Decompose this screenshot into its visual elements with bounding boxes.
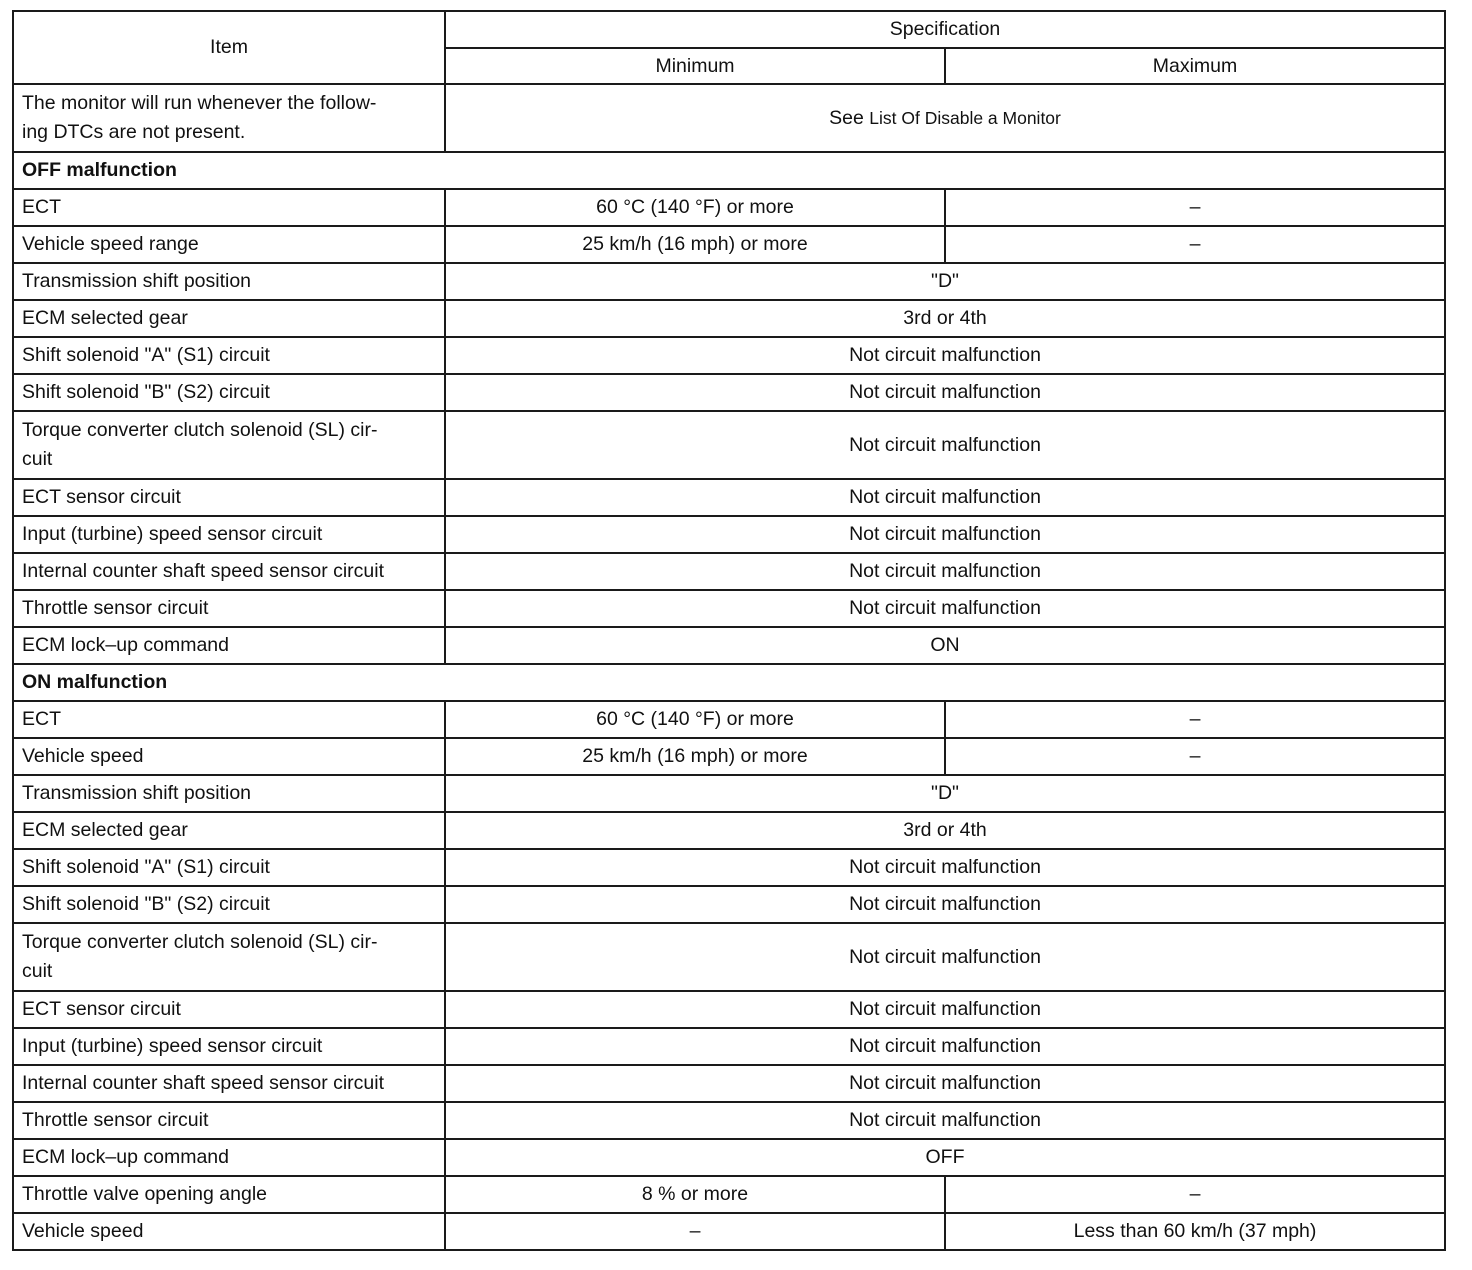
table-row — [13, 337, 1445, 374]
table-row — [13, 1139, 1445, 1176]
item-cell: Shift solenoid "A" (S1) circuit — [13, 849, 445, 886]
table-row — [13, 553, 1445, 590]
maximum-value-cell: – — [945, 189, 1445, 226]
spec-value-cell: Not circuit malfunction — [445, 374, 1445, 411]
minimum-value-cell: – — [445, 1213, 945, 1250]
table-row — [13, 1065, 1445, 1102]
item-line: Torque converter clutch solenoid (SL) cir- — [22, 419, 378, 441]
monitor-conditions-table — [12, 10, 1446, 1251]
table-row — [13, 1176, 1445, 1213]
disable-monitor-link[interactable]: List Of Disable a Monitor — [869, 107, 1061, 128]
spec-value-cell: 3rd or 4th — [445, 300, 1445, 337]
maximum-value-cell: Less than 60 km/h (37 mph) — [945, 1213, 1445, 1250]
minimum-value-cell: 25 km/h (16 mph) or more — [445, 738, 945, 775]
table-body — [13, 84, 1445, 1250]
intro-item-line: ing DTCs are not present. — [22, 121, 246, 143]
table-row — [13, 701, 1445, 738]
spec-table-container — [12, 10, 1444, 1251]
intro-row — [13, 84, 1445, 152]
table-row — [13, 627, 1445, 664]
table-row — [13, 812, 1445, 849]
maximum-value-cell: – — [945, 701, 1445, 738]
item-cell — [13, 923, 445, 991]
spec-value-cell: Not circuit malfunction — [445, 991, 1445, 1028]
item-cell: ECT sensor circuit — [13, 479, 445, 516]
table-row — [13, 300, 1445, 337]
item-cell: ECM selected gear — [13, 812, 445, 849]
spec-value-cell: Not circuit malfunction — [445, 1028, 1445, 1065]
item-column-header: Item — [13, 11, 445, 84]
item-cell: Internal counter shaft speed sensor circuit — [13, 1065, 445, 1102]
item-cell: Vehicle speed — [13, 738, 445, 775]
item-cell: Input (turbine) speed sensor circuit — [13, 1028, 445, 1065]
section-title: ON malfunction — [13, 664, 1445, 701]
table-row — [13, 411, 1445, 479]
item-cell: Transmission shift position — [13, 775, 445, 812]
table-row — [13, 226, 1445, 263]
spec-value-cell: Not circuit malfunction — [445, 479, 1445, 516]
table-row — [13, 189, 1445, 226]
item-cell — [13, 411, 445, 479]
item-cell: Throttle sensor circuit — [13, 1102, 445, 1139]
item-cell: Shift solenoid "B" (S2) circuit — [13, 374, 445, 411]
spec-value-cell: Not circuit malfunction — [445, 923, 1445, 991]
spec-value-cell: Not circuit malfunction — [445, 337, 1445, 374]
spec-value-cell: "D" — [445, 263, 1445, 300]
spec-value-cell: Not circuit malfunction — [445, 516, 1445, 553]
intro-spec-cell — [445, 84, 1445, 152]
item-cell: ECM lock–up command — [13, 1139, 445, 1176]
maximum-value-cell: – — [945, 1176, 1445, 1213]
table-row — [13, 849, 1445, 886]
item-cell: ECT — [13, 189, 445, 226]
item-cell: Transmission shift position — [13, 263, 445, 300]
table-row — [13, 1102, 1445, 1139]
item-cell: Vehicle speed range — [13, 226, 445, 263]
maximum-column-header: Maximum — [945, 48, 1445, 84]
minimum-value-cell: 8 % or more — [445, 1176, 945, 1213]
item-cell: ECT sensor circuit — [13, 991, 445, 1028]
table-row — [13, 1028, 1445, 1065]
spec-value-cell: Not circuit malfunction — [445, 553, 1445, 590]
table-row — [13, 590, 1445, 627]
item-line: cuit — [22, 960, 53, 982]
intro-spec-prefix: See — [829, 106, 864, 129]
item-cell: Input (turbine) speed sensor circuit — [13, 516, 445, 553]
spec-value-cell: Not circuit malfunction — [445, 886, 1445, 923]
spec-value-cell: Not circuit malfunction — [445, 590, 1445, 627]
item-cell: ECT — [13, 701, 445, 738]
spec-value-cell: OFF — [445, 1139, 1445, 1176]
item-line: Torque converter clutch solenoid (SL) cir- — [22, 931, 378, 953]
table-row — [13, 374, 1445, 411]
spec-value-cell: ON — [445, 627, 1445, 664]
table-row — [13, 738, 1445, 775]
section-heading-row — [13, 152, 1445, 189]
table-row — [13, 991, 1445, 1028]
table-row — [13, 263, 1445, 300]
item-cell: Throttle valve opening angle — [13, 1176, 445, 1213]
table-row — [13, 886, 1445, 923]
item-cell: Throttle sensor circuit — [13, 590, 445, 627]
spec-value-cell: Not circuit malfunction — [445, 411, 1445, 479]
minimum-value-cell: 60 °C (140 °F) or more — [445, 701, 945, 738]
intro-item-cell — [13, 84, 445, 152]
item-cell: ECM selected gear — [13, 300, 445, 337]
maximum-value-cell: – — [945, 738, 1445, 775]
spec-value-cell: Not circuit malfunction — [445, 1102, 1445, 1139]
header-row — [13, 11, 1445, 48]
item-cell: Vehicle speed — [13, 1213, 445, 1250]
item-cell: Shift solenoid "B" (S2) circuit — [13, 886, 445, 923]
spec-value-cell: 3rd or 4th — [445, 812, 1445, 849]
item-cell: Shift solenoid "A" (S1) circuit — [13, 337, 445, 374]
spec-value-cell: "D" — [445, 775, 1445, 812]
maximum-value-cell: – — [945, 226, 1445, 263]
section-heading-row — [13, 664, 1445, 701]
section-title: OFF malfunction — [13, 152, 1445, 189]
spec-value-cell: Not circuit malfunction — [445, 849, 1445, 886]
table-row — [13, 516, 1445, 553]
specification-header: Specification — [445, 11, 1445, 48]
minimum-value-cell: 25 km/h (16 mph) or more — [445, 226, 945, 263]
intro-item-line: The monitor will run whenever the follow- — [22, 92, 377, 114]
item-line: cuit — [22, 448, 53, 470]
spec-value-cell: Not circuit malfunction — [445, 1065, 1445, 1102]
minimum-value-cell: 60 °C (140 °F) or more — [445, 189, 945, 226]
table-row — [13, 923, 1445, 991]
item-cell: Internal counter shaft speed sensor circuit — [13, 553, 445, 590]
minimum-column-header: Minimum — [445, 48, 945, 84]
table-row — [13, 1213, 1445, 1250]
item-cell: ECM lock–up command — [13, 627, 445, 664]
table-row — [13, 479, 1445, 516]
table-row — [13, 775, 1445, 812]
